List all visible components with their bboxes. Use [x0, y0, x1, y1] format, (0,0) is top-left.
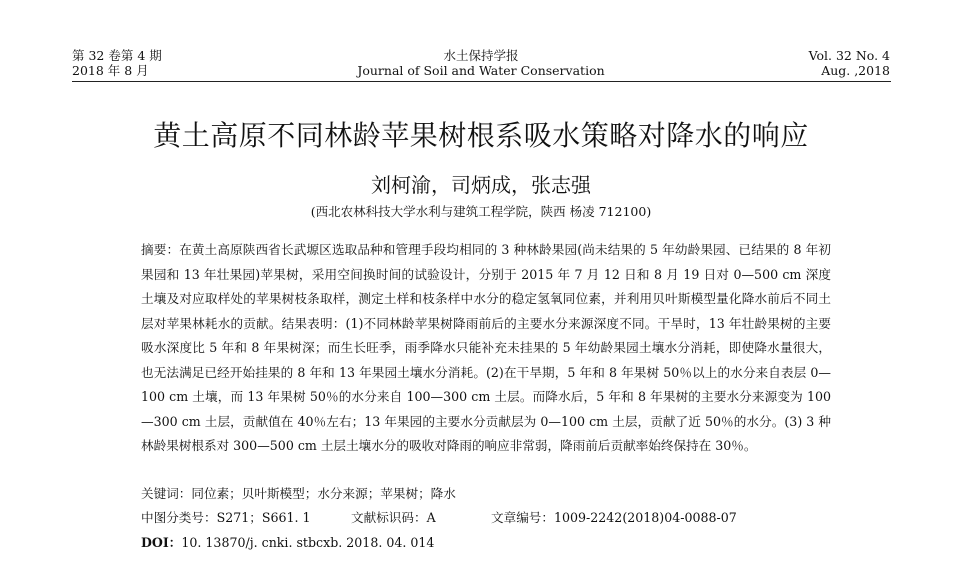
article-value: 1009-2242(2018)04-0088-07 [553, 510, 737, 525]
paper-title: 黄土高原不同林龄苹果树根系吸水策略对降水的响应 [153, 119, 809, 152]
journal-name-cn: 水土保持学报 [443, 48, 519, 63]
keywords [141, 484, 456, 504]
abstract-text: 在黄土高原陕西省长武塬区选取品种和管理手段均相同的 3 种林龄果园(尚未结果的 5 年幼龄果园、已结果的 8 年初果园和 13 年壮果园)苹果树，采用空间换时间的试验设计，分别于 2015 年 7 月 12 日和 8 月 19 日对 0—500 cm 深度土壤及对应取样处的苹果树枝条取样，测定土样和枝条样中水分的稳定氢氧同位素，并利用贝叶斯模型量化降水前后不同土层对苹果林耗水的贡献。结果表明：(1)不同林龄苹果树降雨前后的主要水分来源深度不同。干旱时，13 年壮龄果树的主要吸水深度比 5 年和 8 年果树深；而生长旺季，雨季降水只能补充未挂果的 5 年幼龄果园土壤水分消耗，即使降水量很大，也无法满足已经开始挂果的 8 年和 13 年果园土壤水分消耗。(2)在干旱期，5 年和 8 年果树 50％以上的水分来自表层 0—100 cm 土壤，而 13 年果树 50％的水分来自 100—300 cm 土层。而降水后，5 年和 8 年果树的主要水分来源变为 100—300 cm 土层，贡献值在 40％左右；13 年果园的主要水分贡献层为 0—100 cm 土层，贡献了近 50％的水分。(3) 3 种林龄果树根系对 300—500 cm 土层土壤水分的吸收对降雨的响应非常弱，降雨前后贡献率始终保持在 30％。 [141, 242, 831, 453]
clc-code [141, 508, 351, 528]
doi-line [141, 533, 434, 553]
abstract [141, 238, 831, 459]
authors: 刘柯渝，司炳成，张志强 [371, 173, 591, 197]
document-code [351, 508, 491, 528]
clc-value: S271；S661. 1 [216, 510, 311, 525]
article-label: 文章编号： [491, 510, 554, 525]
doi-value[interactable]: 10. 13870/j. cnki. stbcxb. 2018. 04. 014 [181, 535, 435, 550]
affiliation: (西北农林科技大学水利与建筑工程学院，陕西 杨凌 712100) [310, 204, 652, 219]
doc-value: A [426, 510, 436, 525]
issue-info-en [809, 48, 890, 78]
publication-date-en: Aug. ,2018 [821, 63, 890, 78]
keywords-text: 同位素；贝叶斯模型；水分来源；苹果树；降水 [191, 486, 456, 501]
header-rule [72, 81, 891, 82]
doi-label: DOI： [141, 535, 182, 550]
classification-line [141, 508, 841, 528]
clc-label: 中图分类号： [141, 510, 217, 525]
journal-name-en: Journal of Soil and Water Conservation [357, 63, 605, 78]
doc-label: 文献标识码： [351, 510, 427, 525]
volume-issue-en: Vol. 32 No. 4 [808, 48, 890, 63]
issue-info [72, 48, 162, 78]
volume-issue: 第 32 卷第 4 期 [72, 48, 162, 63]
abstract-label: 摘要： [141, 242, 180, 257]
publication-date: 2018 年 8 月 [72, 63, 149, 78]
article-number [491, 508, 737, 528]
keywords-label: 关键词： [141, 486, 192, 501]
